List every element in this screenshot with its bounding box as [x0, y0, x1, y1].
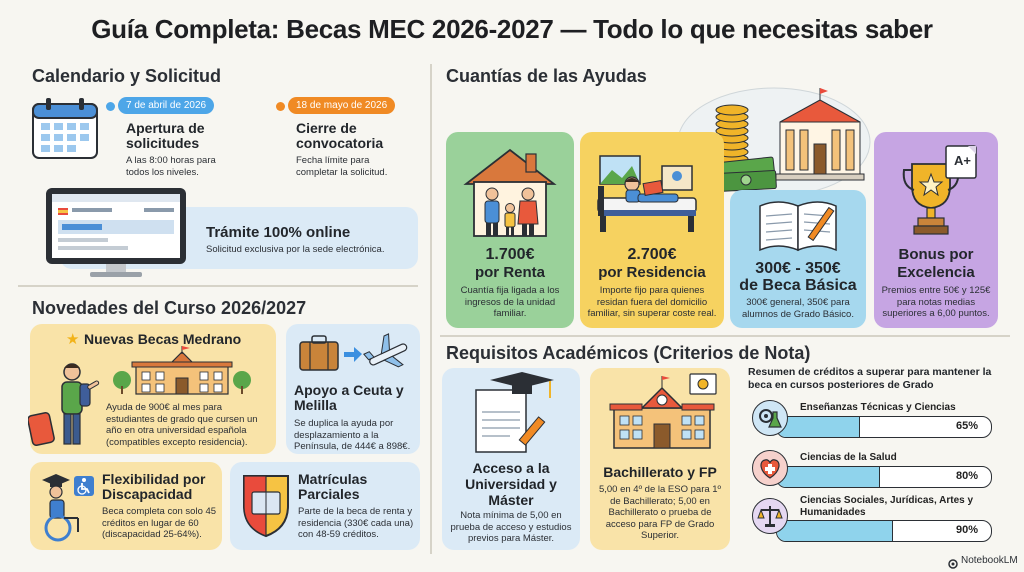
page-title: Guía Completa: Becas MEC 2026-2027 — Todo lo que necesitas saber — [91, 14, 933, 44]
discapacidad-desc: Beca completa con solo 45 créditos en lugar de 60 (discapacidad 25-64%). — [102, 506, 217, 540]
novedades-heading: Novedades del Curso 2026/2027 — [32, 298, 307, 318]
calendar-icon — [30, 96, 100, 160]
family-house-icon — [460, 144, 560, 240]
credit-bar-fill — [777, 467, 880, 487]
notebooklm-logo-icon — [948, 556, 958, 566]
close-title: Cierre de convocatoria — [296, 120, 384, 151]
suitcase-plane-icon — [296, 332, 412, 372]
credit-bar-fill — [777, 521, 893, 541]
requisitos-heading: Requisitos Académicos (Criterios de Nota) — [446, 343, 811, 363]
residencia-label: por Residencia — [598, 264, 706, 281]
bonus-amount: Bonus por — [898, 246, 974, 263]
renta-amount: 1.700€ — [485, 246, 535, 263]
calendar-heading: Calendario y Solicitud — [32, 66, 222, 86]
renta-label: por Renta — [474, 264, 545, 281]
horizontal-divider-right — [440, 335, 1010, 337]
bachillerato-desc: 5,00 en 4º de la ESO para 1º de Bachillerato; 5,00 en Bachillerato o prueba de acceso para FP de Grado Superior. — [598, 484, 722, 541]
discapacidad-title: Flexibilidad por Discapacidad — [102, 471, 206, 502]
grade-badge: A+ — [954, 153, 971, 168]
credit-bar-value: 80% — [956, 470, 979, 482]
basica-amount: 300€ - 350€ — [755, 260, 841, 277]
school-building-icon — [606, 372, 718, 452]
credit-bar-fill — [777, 417, 860, 437]
bonus-desc: Premios entre 50€ y 125€ para notas medias superiores a 6,00 puntos. — [881, 285, 991, 319]
parciales-desc: Parte de la beca de renta y residencia (330€ cada una) con 48-59 créditos. — [298, 506, 414, 540]
credit-bar-value: 90% — [956, 524, 979, 536]
university-building-icon — [112, 346, 252, 396]
open-desc: A las 8:00 horas para todos los niveles. — [126, 155, 216, 178]
heart-plus-icon — [752, 450, 788, 486]
open-book-icon — [756, 196, 842, 254]
bachillerato-title: Bachillerato y FP — [603, 464, 717, 480]
cuantias-heading: Cuantías de las Ayudas — [446, 66, 647, 86]
student-bed-icon — [596, 146, 706, 236]
credit-bar-label: Ciencias de la Salud — [800, 452, 897, 463]
basica-label: de Beca Básica — [739, 277, 857, 294]
star-icon: ★ — [66, 331, 80, 348]
shield-icon — [238, 470, 294, 540]
close-desc: Fecha límite para completar la solicitud. — [296, 155, 388, 178]
open-title: Apertura de solicitudes — [126, 120, 205, 151]
medrano-title: Nuevas Becas Medrano — [84, 331, 242, 347]
residencia-desc: Importe fijo para quienes residan fuera del domicilio familiar, sin superar coste real. — [587, 285, 717, 319]
creditos-heading: Resumen de créditos a superar para mantener la beca en cursos posteriores de Grado — [748, 366, 992, 391]
wheelchair-graduate-icon — [36, 470, 96, 542]
universidad-title: Acceso a la Universidad y Máster — [465, 460, 557, 508]
residencia-amount: 2.700€ — [627, 246, 677, 263]
gear-flask-icon — [752, 400, 788, 436]
open-date-dot — [106, 102, 115, 111]
credit-bar-label: Enseñanzas Técnicas y Ciencias — [800, 402, 956, 413]
horizontal-divider-left — [18, 285, 418, 287]
universidad-desc: Nota mínima de 5,00 en prueba de acceso y estudios previos para Máster. — [450, 510, 572, 544]
online-desc: Solicitud exclusiva por la sede electrónica. — [206, 244, 385, 255]
ceuta-desc: Se duplica la ayuda por desplazamiento a la Península, de 444€ a 898€. — [294, 418, 411, 452]
close-date-badge: 18 de mayo de 2026 — [288, 97, 395, 114]
credit-bar-label: Ciencias Sociales, Jurídicas, Artes y Humanidades — [800, 495, 974, 518]
monitor-icon — [44, 186, 188, 280]
diploma-mortarboard-icon — [470, 372, 560, 456]
open-date-badge: 7 de abril de 2026 — [118, 97, 214, 114]
online-title: Trámite 100% online — [206, 224, 351, 241]
scales-icon — [752, 498, 788, 534]
basica-desc: 300€ general, 350€ para alumnos de Grado Básico. — [742, 297, 854, 320]
renta-desc: Cuantía fija ligada a los ingresos de la unidad familiar. — [460, 285, 560, 319]
bonus-label: Excelencia — [897, 264, 975, 281]
credit-bar-value: 65% — [956, 420, 979, 432]
vertical-divider — [430, 64, 432, 554]
close-date-dot — [276, 102, 285, 111]
footer-brand: NotebookLM — [961, 555, 1018, 566]
parciales-title: Matrículas Parciales — [298, 471, 368, 502]
student-luggage-illustration — [28, 358, 104, 450]
medrano-desc: Ayuda de 900€ al mes para estudiantes de grado que cursen un año en otra universidad española (compatibles excepto residencia). — [106, 402, 258, 448]
ceuta-title: Apoyo a Ceuta y Melilla — [294, 382, 404, 413]
